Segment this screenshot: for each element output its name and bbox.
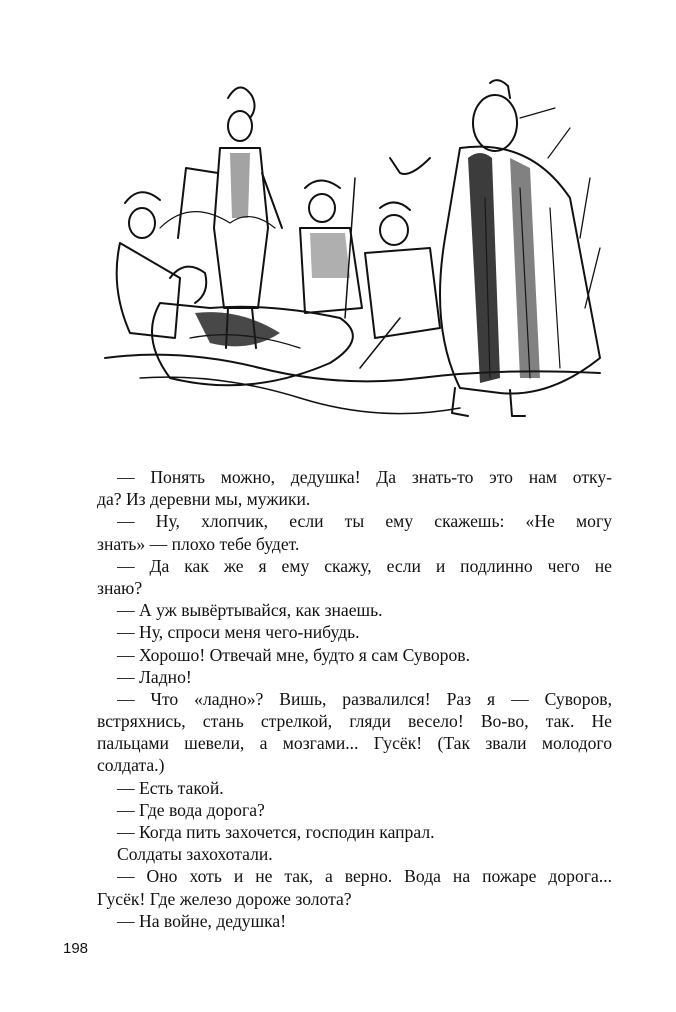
text-line: да? Из деревни мы, мужики. — [97, 489, 311, 510]
text-line: солдата.) — [97, 755, 165, 776]
text-line: знать» — плохо тебе будет. — [97, 533, 300, 554]
text-line: — А уж вывёртывайся, как знаешь. — [117, 600, 383, 621]
text-line: — Хорошо! Отвечай мне, будто я сам Суворов. — [117, 644, 470, 665]
text-line: — Ну, спроси меня чего-нибудь. — [117, 622, 360, 643]
text-line: — Что «ладно»? Вишь, развалился! Раз я — Суворов, — [117, 688, 612, 709]
text-line: знаю? — [97, 577, 143, 598]
text-line: Гусёк! Где железо дороже золота? — [97, 888, 352, 909]
text-line: встряхнись, стань стрелкой, гляди весело! Во-во, так. Не — [97, 711, 612, 732]
text-line: — Когда пить захочется, господин капрал. — [117, 822, 435, 842]
text-line: — Ну, хлопчик, если ты ему скажешь: «Не могу — [117, 511, 612, 532]
page-number: 198 — [63, 940, 89, 957]
text-line: пальцами шевели, а мозгами... Гусёк! (Так звали молодого — [97, 733, 612, 754]
text-line: — Оно хоть и не так, а верно. Вода на пожаре дорога... — [117, 866, 612, 887]
soldiers-engraving-image — [100, 78, 605, 423]
text-line: Солдаты захохотали. — [117, 844, 273, 865]
illustration-soldiers — [100, 78, 605, 423]
body-text — [97, 466, 612, 932]
text-line: — Да как же я ему скажу, если и подлинно чего не — [117, 555, 612, 576]
text-line: — На войне, дедушка! — [117, 910, 287, 931]
text-line: — Ладно! — [117, 666, 192, 687]
text-line: — Где вода дорога? — [117, 799, 265, 820]
text-line: — Есть такой. — [117, 777, 224, 798]
text-line: — Понять можно, дедушка! Да знать-то это нам отку- — [117, 467, 612, 487]
